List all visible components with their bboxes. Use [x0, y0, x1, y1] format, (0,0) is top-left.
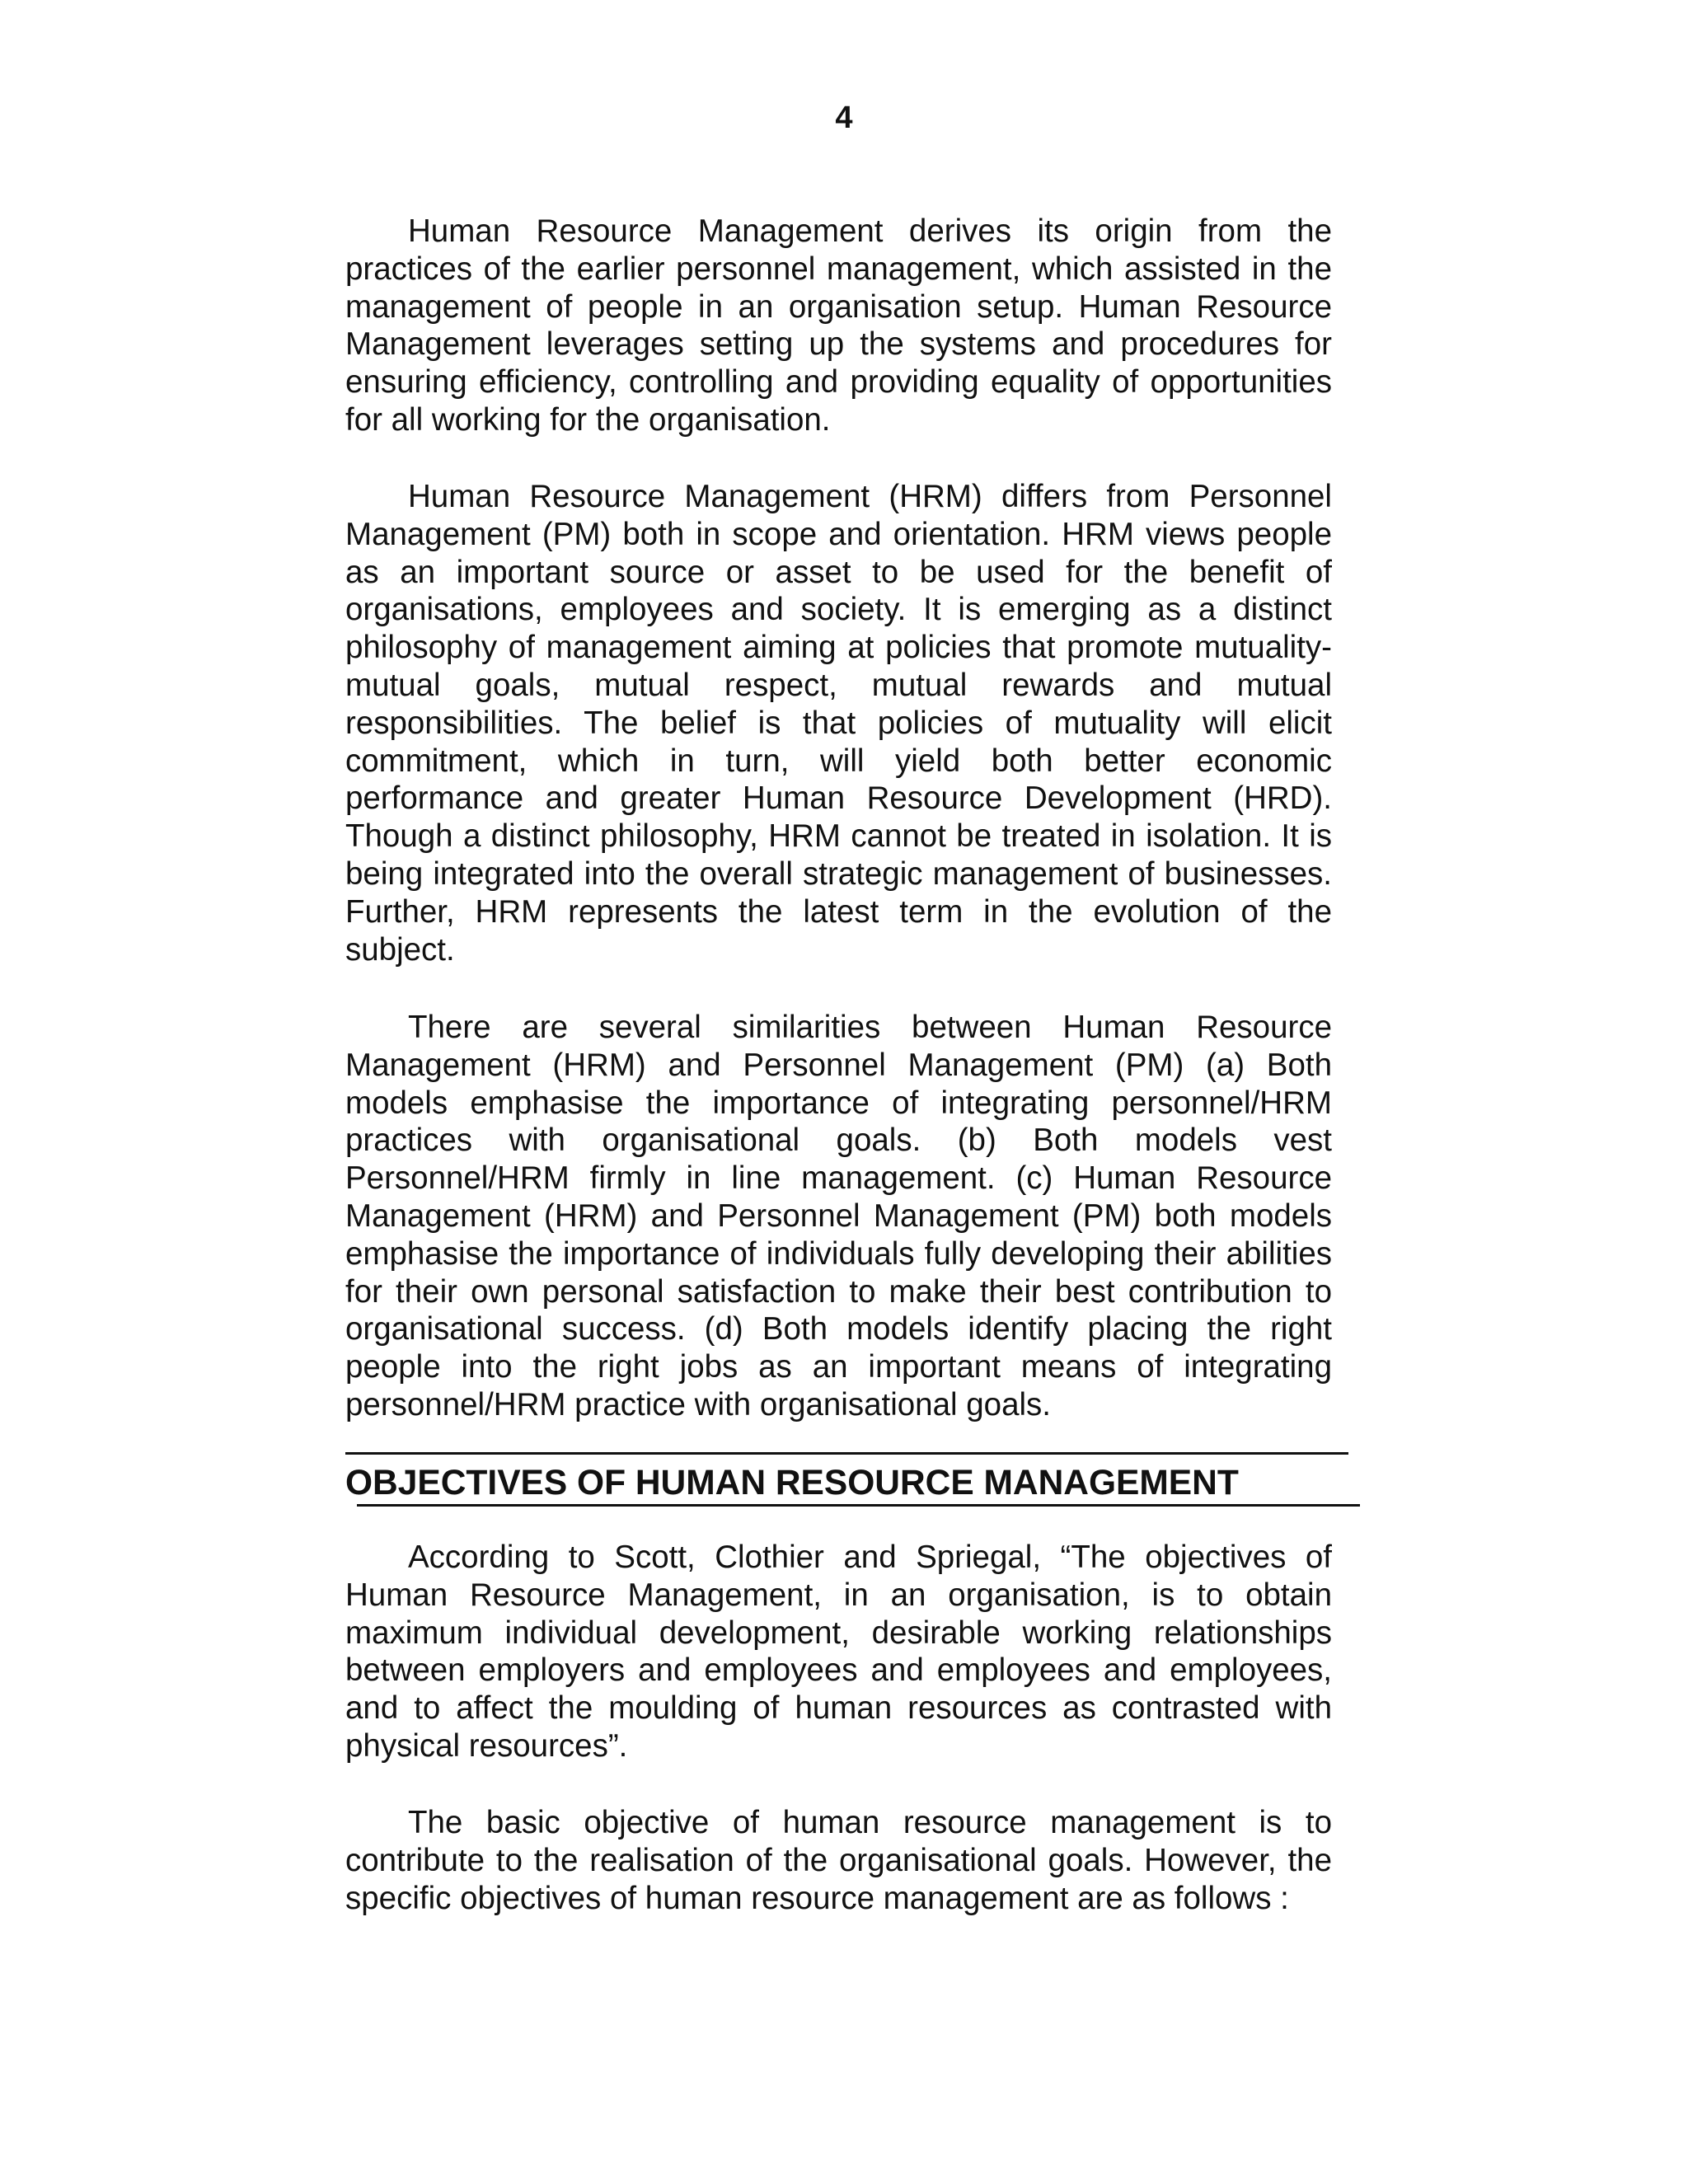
- paragraph-similarities: There are several similarities between Human Resource Management (HRM) and Personnel Management (PM) (a) Both models emphasise the importance of integrating personnel/HRM practices with organisational goals. (b) Both models vest Personnel/HRM firmly in line management. (c) Human Resource Management (HRM) and Personnel Management (PM) both models emphasise the importance of individuals fully developing their abilities for their own personal satisfaction to make their best contribution to organisational success. (d) Both models identify placing the right people into the right jobs as an important means of integrating personnel/HRM practice with organisational goals.: [345, 1010, 1332, 1422]
- page-number: 4: [835, 101, 853, 135]
- heading-rule-bottom: [357, 1504, 1360, 1507]
- paragraph-scott-quote: According to Scott, Clothier and Spriegal, “The objectives of Human Resource Management, in an organisation, is to obtain maximum individual development, desirable working relationships between employers and employees and employees and employees, and to affect the moulding of human resources as contrasted with physical resources”.: [345, 1540, 1332, 1764]
- paragraph-hrm-origin: Human Resource Management derives its origin from the practices of the earlier personnel management, which assisted in the management of people in an organisation setup. Human Resource Management leverages setting up the systems and procedures for ensuring efficiency, controlling and providing equality of opportunities for all working for the organisation.: [345, 213, 1332, 438]
- paragraph-hrm-vs-pm: Human Resource Management (HRM) differs from Personnel Management (PM) both in scope and orientation. HRM views people as an important source or asset to be used for the benefit of organisations, employees and society. It is emerging as a distinct philosophy of management aiming at policies that promote mutuality-mutual goals, mutual respect, mutual rewards and mutual responsibilities. The belief is that policies of mutuality will elicit commitment, which in turn, will yield both better economic performance and greater Human Resource Development (HRD). Though a distinct philosophy, HRM cannot be treated in isolation. It is being integrated into the overall strategic management of businesses. Further, HRM represents the latest term in the evolution of the subject.: [345, 479, 1332, 968]
- heading-rule-top: [345, 1452, 1348, 1455]
- section-heading: OBJECTIVES OF HUMAN RESOURCE MANAGEMENT: [345, 1464, 1239, 1502]
- paragraph-basic-objective: The basic objective of human resource management is to contribute to the realisation of the organisational goals. However, the specific objectives of human resource management are as follows :: [345, 1805, 1332, 1916]
